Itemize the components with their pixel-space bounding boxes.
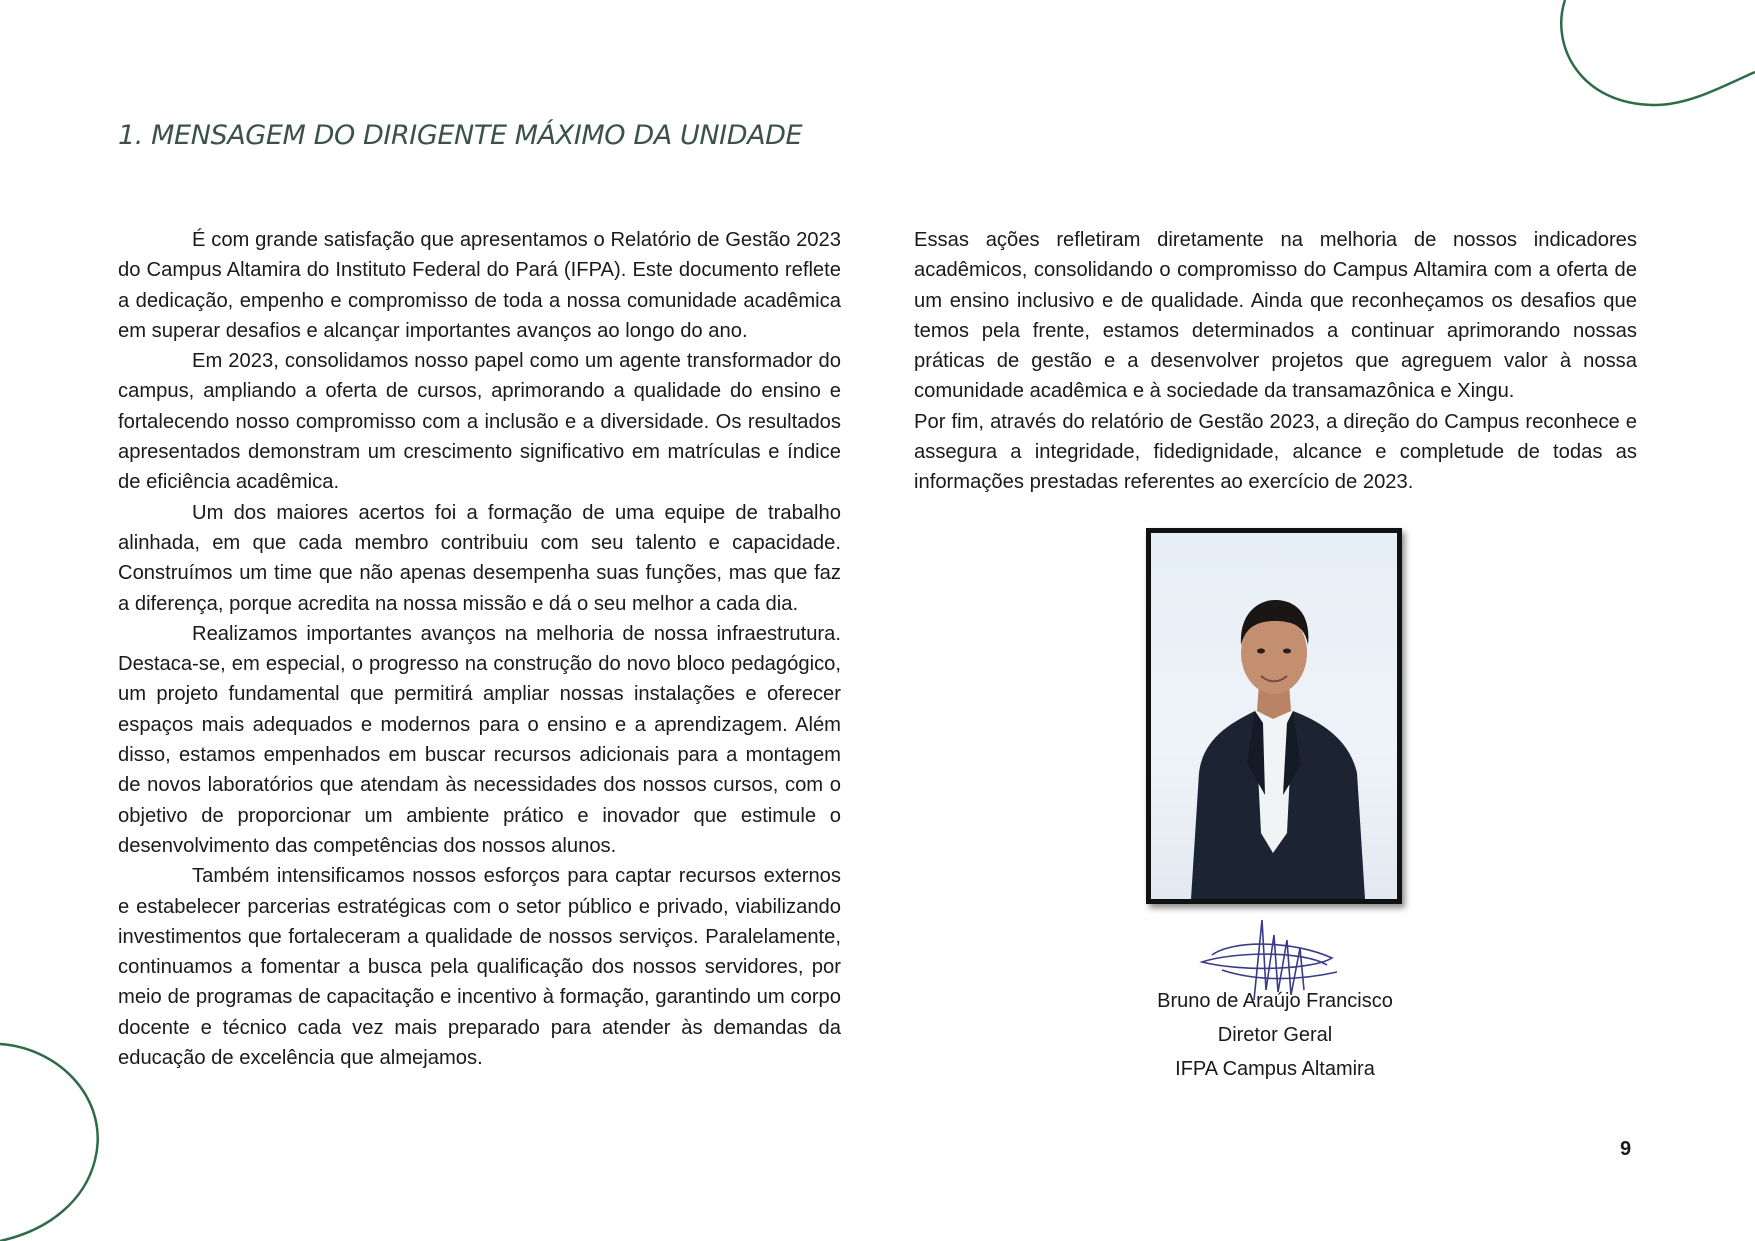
paragraph: Também intensificamos nossos esforços para captar recursos externos e estabelecer parcerias estratégicas com o setor público e privado, viabilizando investimentos que fortaleceram a qualidade de nossos serviços. Paralelamente, continuamos a fomentar a busca pela qualificação dos nossos servidores, por meio de programas de capacitação e incentivo à formação, garantindo um corpo docente e técnico cada vez mais preparado para atender às demandas da educação de excelência que almejamos. <box>118 865 841 1070</box>
paragraph: É com grande satisfação que apresentamos o Relatório de Gestão 2023 do Campus Altamira do Instituto Federal do Pará (IFPA). Este documento reflete a dedicação, empenho e compromisso de toda a nossa comunidade acadêmica em superar desafios e alcançar importantes avanços ao longo do ano. <box>118 229 841 342</box>
paragraph: Por fim, através do relatório de Gestão 2023, a direção do Campus reconhece e assegura a integridade, fidedignidade, alcance e completude de todas as informações prestadas referentes ao exercício de 2023. <box>914 410 1637 494</box>
section-heading: 1. MENSAGEM DO DIRIGENTE MÁXIMO DA UNIDADE <box>118 120 803 151</box>
decorative-curve-top <box>1540 0 1755 120</box>
portrait-photo <box>1146 528 1402 904</box>
portrait-icon <box>1151 533 1397 899</box>
page-number: 9 <box>1620 1138 1632 1160</box>
paragraph: Em 2023, consolidamos nosso papel como um agente transformador do campus, ampliando a oferta de cursos, aprimorando a qualidade do ensino e fortalecendo nosso compromisso com a inclusão e a diversidade. Os resultados apresentados demonstram um crescimento significativo em matrículas e índice de eficiência acadêmica. <box>118 350 841 494</box>
signatory-role: Diretor Geral <box>1217 1024 1333 1046</box>
paragraph: Realizamos importantes avanços na melhoria de nossa infraestrutura. Destaca-se, em especial, o progresso na construção do novo bloco pedagógico, um projeto fundamental que permitirá ampliar nossas instalações e oferecer espaços mais adequados e modernos para o ensino e a aprendizagem. Além disso, estamos empenhados em buscar recursos adicionais para a montagem de novos laboratórios que atendam às necessidades dos nossos cursos, com o objetivo de proporcionar um ambiente prático e inovador que estimule o desenvolvimento das competências dos nossos alunos. <box>118 622 841 857</box>
paragraph: Essas ações refletiram diretamente na melhoria de nossos indicadores acadêmicos, consolidando o compromisso do Campus Altamira com a oferta de um ensino inclusivo e de qualidade. Ainda que reconheçamos os desafios que temos pela frente, estamos determinados a continuar aprimorando nossas práticas de gestão e a desenvolver projetos que agreguem valor à nossa comunidade acadêmica e à sociedade da transamazônica e Xingu. <box>914 229 1637 403</box>
signatory-name: Bruno de Araújo Francisco <box>1157 990 1393 1012</box>
left-column <box>118 225 841 1073</box>
signature-block <box>1075 984 1475 1086</box>
right-column <box>914 225 1637 498</box>
paragraph: Um dos maiores acertos foi a formação de uma equipe de trabalho alinhada, em que cada membro contribuiu com seu talento e capacidade. Construímos um time que não apenas desempenha suas funções, mas que faz a diferença, porque acredita na nossa missão e dá o seu melhor a cada dia. <box>118 501 841 615</box>
signatory-unit: IFPA Campus Altamira <box>1175 1058 1375 1080</box>
decorative-curve-bottom <box>0 1030 110 1241</box>
